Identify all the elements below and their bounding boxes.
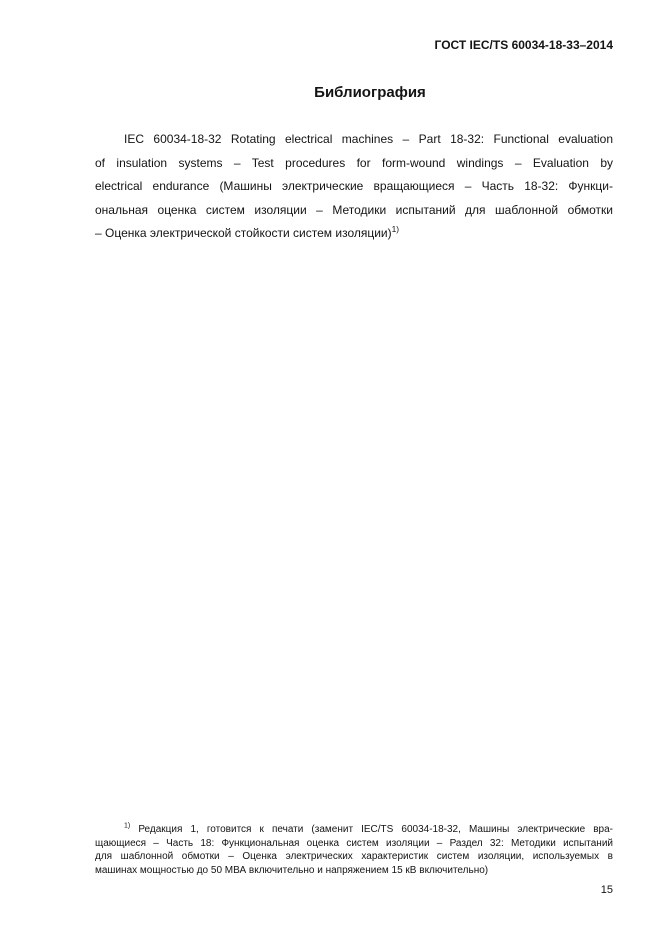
footnote-marker: 1) — [124, 822, 131, 830]
bibliography-entry — [95, 128, 613, 246]
bibliography-line: of insulation systems – Test procedures for form-wound windings – Evaluation by — [95, 155, 613, 170]
bibliography-line-last — [95, 222, 613, 246]
bibliography-line-text: – Оценка электрической стойкости систем изоляции) — [95, 226, 392, 240]
footnote-line: машинах мощностью до 50 МВА включительно и напряжением 15 кВ включительно) — [95, 865, 489, 877]
footnote-line: щающиеся – Часть 18: Функциональная оценка систем изоляции – Раздел 32: Методики испытаний — [95, 837, 613, 849]
footnote-line-text: Редакция 1, готовится к печати (заменит IEC/TS 60034-18-32, Машины электрические вра- — [138, 824, 613, 835]
bibliography-line: electrical endurance (Машины электрические вращающиеся – Часть 18-32: Функци- — [95, 179, 613, 193]
document-code-header: ГОСТ IEC/TS 60034-18-33–2014 — [434, 38, 613, 52]
page-number: 15 — [600, 884, 613, 896]
footnote-line-first — [95, 823, 613, 837]
bibliography-line: IEC 60034-18-32 Rotating electrical machines – Part 18-32: Functional evaluation — [124, 132, 613, 146]
footnote — [95, 823, 613, 878]
footnote-reference: 1) — [391, 224, 400, 234]
footnote-line: для шаблонной обмотки – Оценка электрических характеристик систем изоляции, используемых в — [95, 851, 613, 863]
bibliography-line: ональная оценка систем изоляции – Методики испытаний для шаблонной обмотки — [95, 202, 613, 217]
page-title: Библиография — [314, 84, 426, 101]
